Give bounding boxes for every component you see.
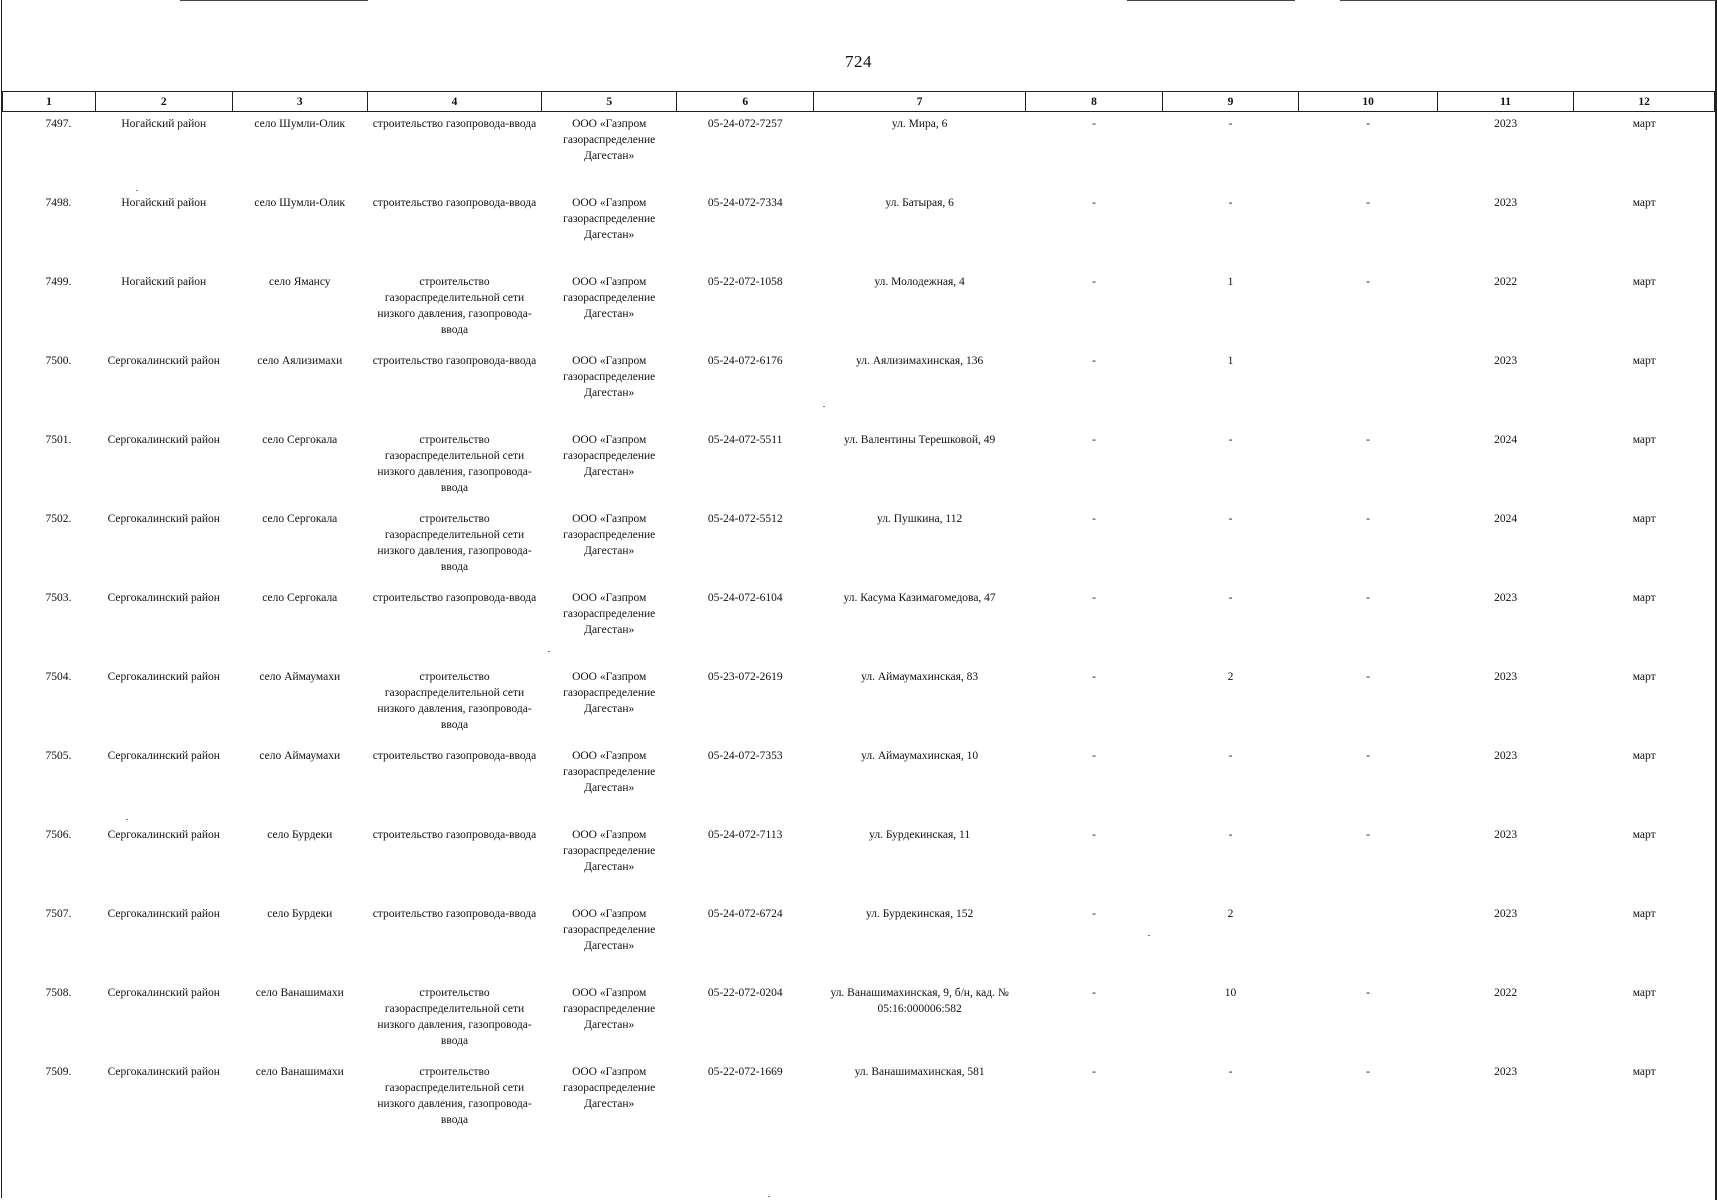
organization-cell: ООО «Газпром газораспределение Дагестан»	[563, 197, 656, 241]
col-8-value-cell: -	[1092, 750, 1096, 762]
work-type-cell: строительство газопровода-ввода	[372, 197, 537, 209]
table-row	[3, 665, 1715, 744]
address-cell: ул. Пушкина, 112	[877, 513, 963, 525]
address-cell: ул. Бурдекинская, 11	[869, 829, 971, 841]
col-8-value-cell: -	[1092, 355, 1096, 367]
month-cell: март	[1632, 671, 1656, 683]
organization-cell: ООО «Газпром газораспределение Дагестан»	[563, 513, 656, 557]
scan-rule	[180, 0, 368, 1]
settlement-cell: село Ямансу	[269, 276, 331, 288]
col-10-value-cell: -	[1366, 434, 1370, 446]
col-10-value-cell: -	[1366, 197, 1370, 209]
col-10-value-cell: -	[1366, 671, 1370, 683]
col-8-value-cell: -	[1092, 908, 1096, 920]
col-10-value-cell: -	[1366, 276, 1370, 288]
organization-cell: ООО «Газпром газораспределение Дагестан»	[563, 908, 656, 952]
year-cell: 2024	[1494, 513, 1518, 525]
row-number-cell: 7498.	[45, 197, 72, 209]
district-cell: Ногайский район	[121, 276, 207, 288]
organization-cell: ООО «Газпром газораспределение Дагестан»	[563, 750, 656, 794]
organization-cell: ООО «Газпром газораспределение Дагестан»	[563, 592, 656, 636]
month-cell: март	[1632, 592, 1656, 604]
column-header-8: 8	[1026, 92, 1163, 112]
district-cell: Сергокалинский район	[107, 750, 220, 762]
organization-cell: ООО «Газпром газораспределение Дагестан»	[563, 355, 656, 399]
settlement-cell: село Сергокала	[262, 592, 338, 604]
district-cell: Сергокалинский район	[107, 355, 220, 367]
settlement-cell: село Бурдеки	[267, 908, 333, 920]
col-9-value-cell: 1	[1227, 276, 1234, 288]
col-9-value-cell: -	[1228, 197, 1233, 209]
month-cell: март	[1632, 1066, 1656, 1078]
gasification-table	[2, 91, 1715, 1149]
row-number-cell: 7500.	[45, 355, 72, 367]
table-row	[3, 507, 1715, 586]
settlement-cell: село Аялизимахи	[257, 355, 343, 367]
address-cell: ул. Аймаумахинская, 10	[861, 750, 979, 762]
column-header-7: 7	[813, 92, 1025, 112]
scan-speck	[823, 406, 825, 407]
col-8-value-cell: -	[1092, 592, 1096, 604]
work-type-cell: строительство газопровода-ввода	[372, 829, 537, 841]
month-cell: март	[1632, 118, 1656, 130]
settlement-cell: село Сергокала	[262, 513, 338, 525]
column-header-5: 5	[541, 92, 677, 112]
work-type-cell: строительство газопровода-ввода	[372, 750, 537, 762]
organization-cell: ООО «Газпром газораспределение Дагестан»	[563, 1066, 656, 1110]
year-cell: 2022	[1494, 276, 1518, 288]
col-9-value-cell: 10	[1224, 987, 1237, 999]
work-type-cell: строительство газораспределительной сети низкого давления, газопровода-ввода	[377, 276, 532, 336]
year-cell: 2023	[1494, 592, 1518, 604]
month-cell: март	[1632, 750, 1656, 762]
scan-speck	[136, 190, 138, 191]
month-cell: март	[1632, 908, 1656, 920]
address-cell: ул. Бурдекинская, 152	[866, 908, 974, 920]
registry-number-cell: 05-24-072-6724	[707, 908, 783, 920]
month-cell: март	[1632, 513, 1656, 525]
table-row	[3, 1060, 1715, 1149]
column-header-3: 3	[232, 92, 368, 112]
district-cell: Ногайский район	[121, 197, 207, 209]
table-row	[3, 270, 1715, 349]
address-cell: ул. Мира, 6	[891, 118, 948, 130]
year-cell: 2023	[1494, 118, 1518, 130]
settlement-cell: село Шумли-Олик	[254, 197, 346, 209]
address-cell: ул. Ванашимахинская, 9, б/н, кад. № 05:16:000006:582	[830, 987, 1009, 1015]
col-9-value-cell: -	[1228, 513, 1233, 525]
settlement-cell: село Аймаумахи	[259, 671, 341, 683]
table-row	[3, 981, 1715, 1060]
column-header-1: 1	[3, 92, 96, 112]
table-row	[3, 744, 1715, 823]
col-10-value-cell	[1299, 349, 1438, 428]
col-9-value-cell: -	[1228, 592, 1233, 604]
row-number-cell: 7501.	[45, 434, 72, 446]
year-cell: 2023	[1494, 829, 1518, 841]
settlement-cell: село Сергокала	[262, 434, 338, 446]
col-8-value-cell: -	[1092, 1066, 1096, 1078]
row-number-cell: 7505.	[45, 750, 72, 762]
month-cell: март	[1632, 197, 1656, 209]
registry-number-cell: 05-24-072-5512	[707, 513, 783, 525]
organization-cell: ООО «Газпром газораспределение Дагестан»	[563, 118, 656, 162]
table-row	[3, 349, 1715, 428]
district-cell: Сергокалинский район	[107, 987, 220, 999]
year-cell: 2023	[1494, 750, 1518, 762]
registry-number-cell: 05-24-072-7334	[707, 197, 783, 209]
year-cell: 2023	[1494, 671, 1518, 683]
registry-number-cell: 05-22-072-1058	[707, 276, 783, 288]
district-cell: Сергокалинский район	[107, 671, 220, 683]
work-type-cell: строительство газопровода-ввода	[372, 355, 537, 367]
district-cell: Сергокалинский район	[107, 908, 220, 920]
col-10-value-cell: -	[1366, 118, 1370, 130]
settlement-cell: село Шумли-Олик	[254, 118, 346, 130]
col-10-value-cell: -	[1366, 829, 1370, 841]
row-number-cell: 7509.	[45, 1066, 72, 1078]
col-9-value-cell: -	[1228, 118, 1233, 130]
work-type-cell: строительство газораспределительной сети низкого давления, газопровода-ввода	[377, 987, 532, 1047]
month-cell: март	[1632, 987, 1656, 999]
row-number-cell: 7504.	[45, 671, 72, 683]
column-header-4: 4	[368, 92, 542, 112]
page-number: 724	[845, 52, 872, 71]
table-row	[3, 586, 1715, 665]
registry-number-cell: 05-24-072-7113	[708, 829, 783, 841]
month-cell: март	[1632, 276, 1656, 288]
row-number-cell: 7497.	[45, 118, 72, 130]
col-9-value-cell: -	[1228, 829, 1233, 841]
col-8-value-cell: -	[1092, 671, 1096, 683]
registry-number-cell: 05-23-072-2619	[707, 671, 783, 683]
work-type-cell: строительство газопровода-ввода	[372, 908, 537, 920]
month-cell: март	[1632, 355, 1656, 367]
year-cell: 2023	[1494, 197, 1518, 209]
month-cell: март	[1632, 434, 1656, 446]
registry-number-cell: 05-24-072-5511	[708, 434, 783, 446]
address-cell: ул. Валентины Терешковой, 49	[844, 434, 996, 446]
registry-number-cell: 05-24-072-7353	[707, 750, 783, 762]
table-row	[3, 823, 1715, 902]
column-header-11: 11	[1437, 92, 1574, 112]
scan-speck	[768, 1196, 770, 1197]
organization-cell: ООО «Газпром газораспределение Дагестан»	[563, 671, 656, 715]
row-number-cell: 7506.	[45, 829, 72, 841]
column-header-10: 10	[1299, 92, 1438, 112]
year-cell: 2024	[1494, 434, 1518, 446]
month-cell: март	[1632, 829, 1656, 841]
registry-number-cell: 05-24-072-7257	[707, 118, 783, 130]
col-10-value-cell: -	[1366, 513, 1370, 525]
registry-number-cell: 05-22-072-0204	[707, 987, 783, 999]
col-8-value-cell: -	[1092, 829, 1096, 841]
work-type-cell: строительство газораспределительной сети низкого давления, газопровода-ввода	[377, 1066, 532, 1126]
row-number-cell: 7503.	[45, 592, 72, 604]
column-header-9: 9	[1162, 92, 1299, 112]
col-8-value-cell: -	[1092, 434, 1096, 446]
address-cell: ул. Молодежная, 4	[874, 276, 965, 288]
year-cell: 2022	[1494, 987, 1518, 999]
district-cell: Сергокалинский район	[107, 434, 220, 446]
scan-speck	[126, 819, 128, 820]
district-cell: Сергокалинский район	[107, 1066, 220, 1078]
settlement-cell: село Бурдеки	[267, 829, 333, 841]
col-10-value-cell: -	[1366, 750, 1370, 762]
address-cell: ул. Касума Казимагомедова, 47	[843, 592, 996, 604]
address-cell: ул. Аймаумахинская, 83	[861, 671, 979, 683]
organization-cell: ООО «Газпром газораспределение Дагестан»	[563, 987, 656, 1031]
col-8-value-cell: -	[1092, 276, 1096, 288]
district-cell: Сергокалинский район	[107, 592, 220, 604]
district-cell: Сергокалинский район	[107, 829, 220, 841]
work-type-cell: строительство газораспределительной сети низкого давления, газопровода-ввода	[377, 671, 532, 731]
registry-number-cell: 05-24-072-6176	[707, 355, 783, 367]
work-type-cell: строительство газораспределительной сети низкого давления, газопровода-ввода	[377, 434, 532, 494]
col-9-value-cell: 2	[1227, 908, 1234, 920]
col-8-value-cell: -	[1092, 197, 1096, 209]
row-number-cell: 7507.	[45, 908, 72, 920]
col-9-value-cell: 2	[1227, 671, 1234, 683]
work-type-cell: строительство газораспределительной сети низкого давления, газопровода-ввода	[377, 513, 532, 573]
col-10-value-cell: -	[1366, 1066, 1370, 1078]
work-type-cell: строительство газопровода-ввода	[372, 592, 537, 604]
col-8-value-cell: -	[1092, 513, 1096, 525]
col-9-value-cell: -	[1228, 750, 1233, 762]
address-cell: ул. Аялизимахинская, 136	[856, 355, 984, 367]
table-row	[3, 191, 1715, 270]
scan-speck	[1148, 935, 1150, 936]
row-number-cell: 7502.	[45, 513, 72, 525]
column-header-6: 6	[677, 92, 814, 112]
work-type-cell: строительство газопровода-ввода	[372, 118, 537, 130]
col-10-value-cell: -	[1366, 987, 1370, 999]
address-cell: ул. Батырая, 6	[885, 197, 954, 209]
scan-rule	[1340, 0, 1716, 1]
district-cell: Ногайский район	[121, 118, 207, 130]
table-row	[3, 428, 1715, 507]
scan-rule	[1127, 0, 1295, 1]
col-8-value-cell: -	[1092, 118, 1096, 130]
table-row	[3, 902, 1715, 981]
organization-cell: ООО «Газпром газораспределение Дагестан»	[563, 434, 656, 478]
col-10-value-cell	[1299, 902, 1438, 981]
year-cell: 2023	[1494, 1066, 1518, 1078]
column-header-12: 12	[1574, 92, 1715, 112]
col-9-value-cell: 1	[1227, 355, 1234, 367]
col-8-value-cell: -	[1092, 987, 1096, 999]
scan-speck	[548, 651, 550, 652]
registry-number-cell: 05-22-072-1669	[707, 1066, 783, 1078]
row-number-cell: 7508.	[45, 987, 72, 999]
district-cell: Сергокалинский район	[107, 513, 220, 525]
col-9-value-cell: -	[1228, 1066, 1233, 1078]
table-row	[3, 112, 1715, 192]
registry-number-cell: 05-24-072-6104	[707, 592, 783, 604]
row-number-cell: 7499.	[45, 276, 72, 288]
col-9-value-cell: -	[1228, 434, 1233, 446]
year-cell: 2023	[1494, 355, 1518, 367]
header-row	[3, 92, 1715, 112]
column-header-2: 2	[96, 92, 233, 112]
settlement-cell: село Ванашимахи	[255, 987, 344, 999]
settlement-cell: село Ванашимахи	[255, 1066, 344, 1078]
organization-cell: ООО «Газпром газораспределение Дагестан»	[563, 829, 656, 873]
organization-cell: ООО «Газпром газораспределение Дагестан»	[563, 276, 656, 320]
settlement-cell: село Аймаумахи	[259, 750, 341, 762]
year-cell: 2023	[1494, 908, 1518, 920]
address-cell: ул. Ванашимахинская, 581	[854, 1066, 985, 1078]
col-10-value-cell: -	[1366, 592, 1370, 604]
